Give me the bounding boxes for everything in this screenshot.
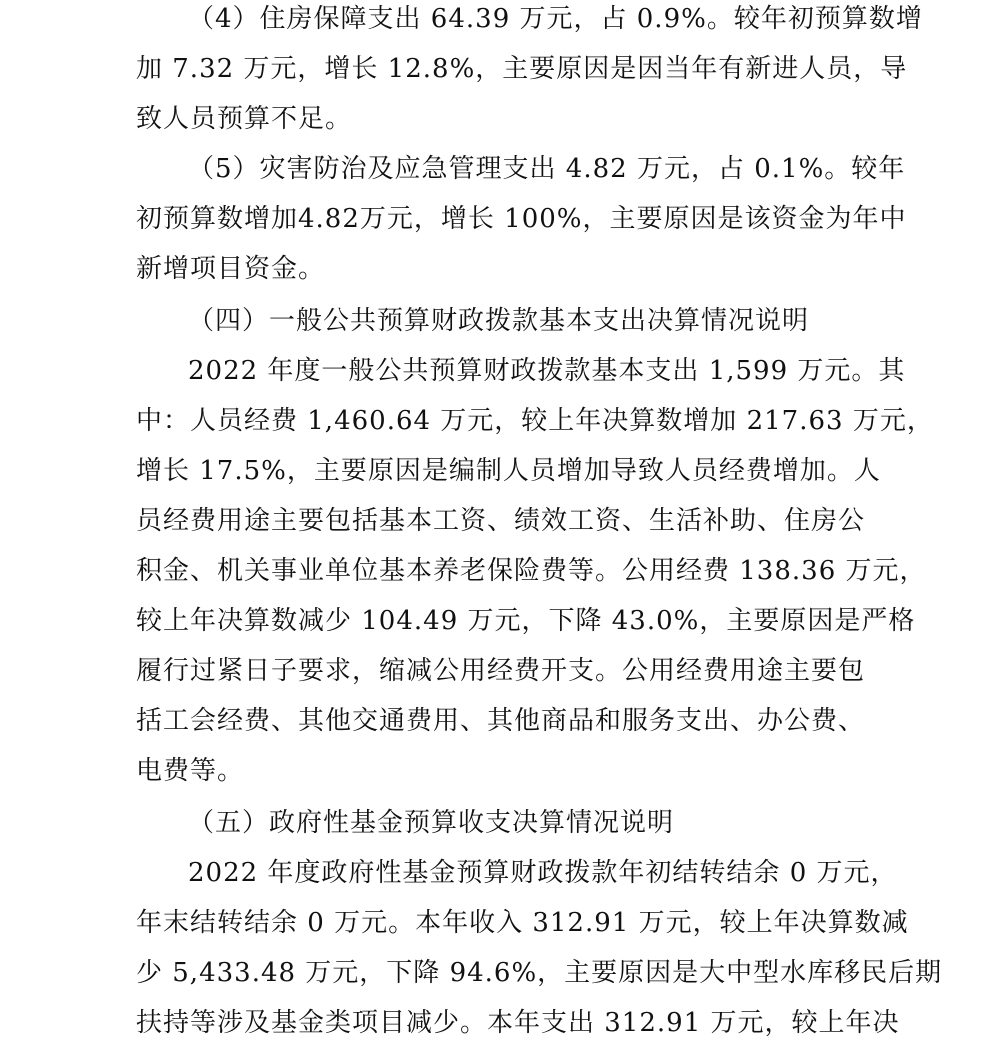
section-heading-government-fund: （五）政府性基金预算收支决算情况说明 xyxy=(188,808,675,838)
paragraph-disaster-line-2: 初预算数增加4.82万元，增长 100%，主要原因是该资金为年中 xyxy=(136,204,907,234)
paragraph-basic-line-7: 履行过紧日子要求，缩减公用经费开支。公用经费用途主要包 xyxy=(136,656,866,686)
paragraph-basic-line-5: 积金、机关事业单位基本养老保险费等。公用经费 138.36 万元， xyxy=(136,556,927,586)
paragraph-basic-line-2: 中：人员经费 1,460.64 万元，较上年决算数增加 217.63 万元， xyxy=(136,406,934,436)
paragraph-basic-line-1: 2022 年度一般公共预算财政拨款基本支出 1,599 万元。其 xyxy=(188,356,906,386)
paragraph-housing-line-2: 加 7.32 万元，增长 12.8%，主要原因是因当年有新进人员，导 xyxy=(136,54,908,84)
paragraph-basic-line-4: 员经费用途主要包括基本工资、绩效工资、生活补助、住房公 xyxy=(136,506,866,536)
paragraph-fund-line-3: 少 5,433.48 万元，下降 94.6%，主要原因是大中型水库移民后期 xyxy=(136,958,943,988)
paragraph-disaster-line-3: 新增项目资金。 xyxy=(136,254,326,284)
paragraph-fund-line-1: 2022 年度政府性基金预算财政拨款年初结转结余 0 万元， xyxy=(188,858,898,888)
paragraph-disaster-line-1: （5）灾害防治及应急管理支出 4.82 万元，占 0.1%。较年 xyxy=(188,154,906,184)
paragraph-fund-line-4: 扶持等涉及基金类项目减少。本年支出 312.91 万元，较上年决 xyxy=(136,1008,900,1038)
paragraph-basic-line-9: 电费等。 xyxy=(136,756,245,786)
paragraph-basic-line-3: 增长 17.5%，主要原因是编制人员增加导致人员经费增加。人 xyxy=(136,456,881,486)
paragraph-basic-line-8: 括工会经费、其他交通费用、其他商品和服务支出、办公费、 xyxy=(136,706,866,736)
paragraph-fund-line-2: 年末结转结余 0 万元。本年收入 312.91 万元，较上年决算数减 xyxy=(136,908,909,938)
paragraph-housing-line-3: 致人员预算不足。 xyxy=(136,104,353,134)
paragraph-housing-line-1: （4）住房保障支出 64.39 万元，占 0.9%。较年初预算数增 xyxy=(188,4,923,34)
section-heading-basic-expenditure: （四）一般公共预算财政拨款基本支出决算情况说明 xyxy=(188,306,810,336)
paragraph-basic-line-6: 较上年决算数减少 104.49 万元，下降 43.0%，主要原因是严格 xyxy=(136,606,916,636)
